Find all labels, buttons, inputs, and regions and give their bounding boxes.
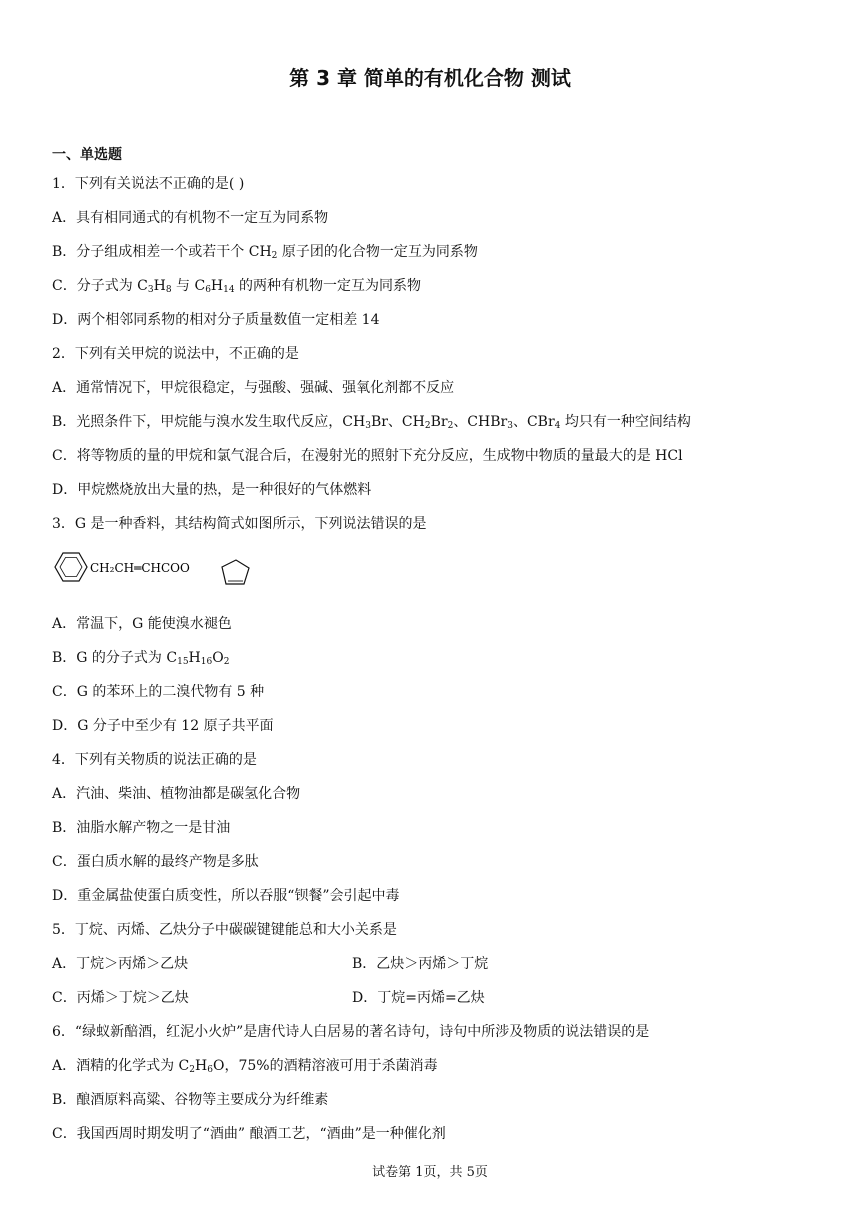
q4-stem: 4．下列有关物质的说法正确的是 [52,752,257,768]
q4-option-a: A．汽油、柴油、植物油都是碳氢化合物 [52,786,301,802]
q5-option-a: A．丁烷＞丙烯＞乙炔 [52,956,189,972]
q1-option-c: C．分子式为 $C_3H_8$ 与 $C_6H_{14}$ 的两种有机物一定互为同系物 [52,278,422,295]
page-footer: 试卷第 1页，共 5页 [372,1165,488,1180]
section-heading: 一、单选题 [52,147,122,163]
q1-option-d: D．两个相邻同系物的相对分子质量数值一定相差 14 [52,312,380,328]
q5-stem: 5．丁烷、丙烯、乙炔分子中碳碳键键能总和大小关系是 [52,922,397,938]
q2-stem: 2．下列有关甲烷的说法中，不正确的是 [52,346,299,362]
q1-option-a: A．具有相同通式的有机物不一定互为同系物 [52,210,329,226]
q4-option-d: D．重金属盐使蛋白质变性，所以吞服“钡餐”会引起中毒 [52,888,400,904]
cyclopentene-ring [222,560,249,584]
q1-stem: 1．下列有关说法不正确的是( ) [52,176,245,192]
q5-option-b: B．乙炔＞丙烯＞丁烷 [352,956,489,972]
q3-option-c: C．G 的苯环上的二溴代物有 5 种 [52,684,265,700]
q3-option-b: B．G 的分子式为 $C_{15}H_{16}O_2$ [52,650,230,667]
q6-option-a: A．酒精的化学式为 $C_2H_6O$，75%的酒精溶液可用于杀菌消毒 [52,1058,438,1075]
q5-option-c: C．丙烯＞丁烷＞乙炔 [52,990,189,1006]
q6-option-b: B．酿酒原料高粱、谷物等主要成分为纤维素 [52,1092,329,1108]
q4-option-b: B．油脂水解产物之一是甘油 [52,820,231,836]
q3-option-d: D．G 分子中至少有 12 原子共平面 [52,718,274,734]
q3-option-a: A．常温下，G 能使溴水褪色 [52,616,232,632]
structure-label: CH₂CH═CHCOO [90,561,190,575]
q1-option-b: B．分子组成相差一个或若干个 $CH_2$ 原子团的化合物一定互为同系物 [52,244,478,261]
q2-option-c: C．将等物质的量的甲烷和氯气混合后，在漫射光的照射下充分反应，生成物中物质的量最大的是 HCl [52,448,683,464]
q3-stem: 3．G 是一种香料，其结构简式如图所示，下列说法错误的是 [52,516,427,532]
q2-option-d: D．甲烷燃烧放出大量的热，是一种很好的气体燃料 [52,482,372,498]
q2-option-a: A．通常情况下，甲烷很稳定，与强酸、强碱、强氧化剂都不反应 [52,380,455,396]
q6-stem: 6．“绿蚁新醅酒，红泥小火炉”是唐代诗人白居易的著名诗句，诗句中所涉及物质的说法错误的是 [52,1024,650,1040]
q4-option-c: C．蛋白质水解的最终产物是多肽 [52,854,259,870]
q6-option-c: C．我国西周时期发明了“酒曲” 酿酒工艺，“酒曲”是一种催化剂 [52,1126,446,1142]
page-title: 第 3 章 简单的有机化合物 测试 [289,66,571,90]
q2-option-b: B．光照条件下，甲烷能与溴水发生取代反应，$CH_3Br$、$CH_2Br_2$、CHBr$_3$、CBr$_4$ 均只有一种空间结构 [52,414,691,431]
structural-formula [50,544,260,590]
q5-option-d: D．丁烷=丙烯=乙炔 [352,990,485,1006]
